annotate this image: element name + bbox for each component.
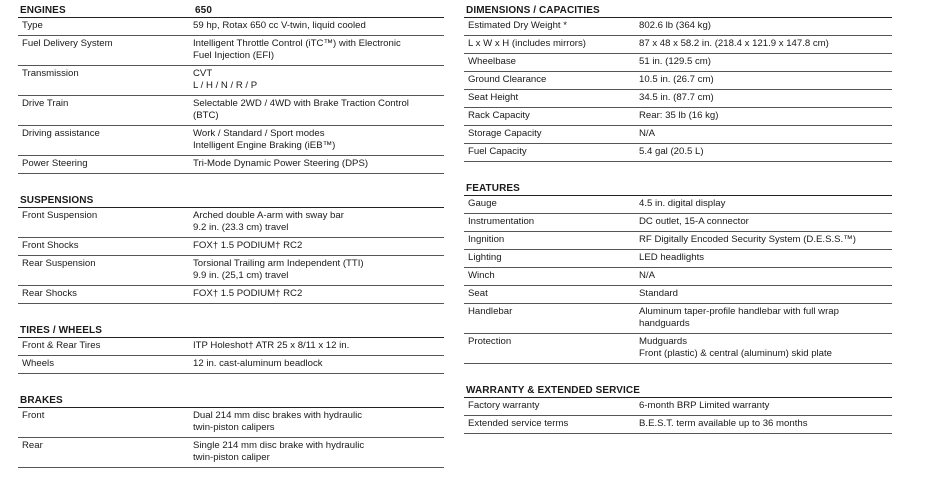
spec-row-factory-warranty xyxy=(464,398,892,416)
section-title: FEATURES xyxy=(466,183,520,194)
spec-row-seat xyxy=(464,286,892,304)
right-spec-column xyxy=(464,0,892,434)
spec-label: Rear Shocks xyxy=(22,288,77,299)
spec-value: DC outlet, 15-A connector xyxy=(639,216,749,227)
left-spec-column xyxy=(18,0,444,468)
section-spacer xyxy=(464,364,892,380)
spec-value: Work / Standard / Sport modes Intelligent Engine Braking (iEB™) xyxy=(193,128,336,151)
spec-value: Single 214 mm disc brake with hydraulic twin-piston caliper xyxy=(193,440,365,463)
spec-row-rear xyxy=(18,438,444,468)
spec-label: Factory warranty xyxy=(468,400,540,411)
spec-label: Transmission xyxy=(22,68,79,79)
spec-value: 4.5 in. digital display xyxy=(639,198,726,209)
spec-row-rear-shocks xyxy=(18,286,444,304)
spec-label: Rack Capacity xyxy=(468,110,530,121)
section-tires-wheels xyxy=(18,320,444,374)
spec-row-lighting xyxy=(464,250,892,268)
section-brakes xyxy=(18,390,444,468)
spec-label: Power Steering xyxy=(22,158,88,169)
spec-row-transmission xyxy=(18,66,444,96)
spec-row-storage-capacity xyxy=(464,126,892,144)
spec-value: Dual 214 mm disc brakes with hydraulic twin-piston calipers xyxy=(193,410,363,433)
spec-row-fuel-delivery-system xyxy=(18,36,444,66)
section-engines xyxy=(18,0,444,174)
spec-row-front-suspension xyxy=(18,208,444,238)
spec-label: Gauge xyxy=(468,198,497,209)
spec-value: Tri-Mode Dynamic Power Steering (DPS) xyxy=(193,158,369,169)
section-spacer xyxy=(18,174,444,190)
spec-label: Seat Height xyxy=(468,92,519,103)
spec-value: 12 in. cast-aluminum beadlock xyxy=(193,358,323,369)
section-title: SUSPENSIONS xyxy=(20,195,94,206)
spec-label: Type xyxy=(22,20,43,31)
spec-label: Storage Capacity xyxy=(468,128,542,139)
section-heading xyxy=(464,380,892,398)
spec-row-rear-suspension xyxy=(18,256,444,286)
spec-value: 34.5 in. (87.7 cm) xyxy=(639,92,714,103)
spec-value: B.E.S.T. term available up to 36 months xyxy=(639,418,808,429)
section-spacer xyxy=(18,374,444,390)
spec-row-instrumentation xyxy=(464,214,892,232)
spec-row-power-steering xyxy=(18,156,444,174)
spec-value: ITP Holeshot† ATR 25 x 8/11 x 12 in. xyxy=(193,340,350,351)
spec-value: Standard xyxy=(639,288,678,299)
section-title: BRAKES xyxy=(20,395,63,406)
section-heading xyxy=(18,190,444,208)
spec-label: Front & Rear Tires xyxy=(22,340,101,351)
spec-row-gauge xyxy=(464,196,892,214)
spec-row-wheels xyxy=(18,356,444,374)
spec-row-ground-clearance xyxy=(464,72,892,90)
section-heading xyxy=(18,0,444,18)
spec-value: CVT L / H / N / R / P xyxy=(193,68,258,91)
spec-label: Seat xyxy=(468,288,488,299)
spec-label: Ground Clearance xyxy=(468,74,547,85)
spec-row-front-rear-tires xyxy=(18,338,444,356)
spec-value: 5.4 gal (20.5 L) xyxy=(639,146,704,157)
spec-value: Arched double A-arm with sway bar 9.2 in. (23.3 cm) travel xyxy=(193,210,344,233)
spec-label: Rear Suspension xyxy=(22,258,96,269)
section-features xyxy=(464,178,892,364)
section-heading xyxy=(464,178,892,196)
spec-row-l-x-w-x-h-includes-mirrors xyxy=(464,36,892,54)
spec-label: Winch xyxy=(468,270,495,281)
spec-value: FOX† 1.5 PODIUM† RC2 xyxy=(193,240,303,251)
spec-row-extended-service-terms xyxy=(464,416,892,434)
spec-row-front-shocks xyxy=(18,238,444,256)
section-title: TIRES / WHEELS xyxy=(20,325,102,336)
spec-row-seat-height xyxy=(464,90,892,108)
section-suspensions xyxy=(18,190,444,304)
spec-label: Lighting xyxy=(468,252,502,263)
spec-value: Intelligent Throttle Control (iTC™) with Electronic Fuel Injection (EFI) xyxy=(193,38,401,61)
spec-row-drive-train xyxy=(18,96,444,126)
section-title: DIMENSIONS / CAPACITIES xyxy=(466,5,600,16)
section-warranty-extended-service xyxy=(464,380,892,434)
spec-row-driving-assistance xyxy=(18,126,444,156)
spec-value: 59 hp, Rotax 650 cc V-twin, liquid cooled xyxy=(193,20,366,31)
spec-value: LED headlights xyxy=(639,252,705,263)
section-dimensions-capacities xyxy=(464,0,892,162)
spec-row-estimated-dry-weight xyxy=(464,18,892,36)
spec-value: 87 x 48 x 58.2 in. (218.4 x 121.9 x 147.8 cm) xyxy=(639,38,829,49)
spec-value: N/A xyxy=(639,128,655,139)
section-heading xyxy=(18,390,444,408)
spec-label: Fuel Capacity xyxy=(468,146,527,157)
spec-label: Front Suspension xyxy=(22,210,98,221)
spec-label: Drive Train xyxy=(22,98,69,109)
spec-value: FOX† 1.5 PODIUM† RC2 xyxy=(193,288,303,299)
spec-label: Wheelbase xyxy=(468,56,516,67)
spec-label: Estimated Dry Weight * xyxy=(468,20,567,31)
spec-label: Fuel Delivery System xyxy=(22,38,113,49)
spec-value: N/A xyxy=(639,270,655,281)
spec-value: Torsional Trailing arm Independent (TTI) 9.9 in. (25,1 cm) travel xyxy=(193,258,364,281)
spec-label: Front xyxy=(22,410,45,421)
spec-label: Ingnition xyxy=(468,234,505,245)
section-heading xyxy=(18,320,444,338)
spec-label: L x W x H (includes mirrors) xyxy=(468,38,586,49)
spec-value: 10.5 in. (26.7 cm) xyxy=(639,74,714,85)
spec-value: Selectable 2WD / 4WD with Brake Traction Control (BTC) xyxy=(193,98,409,121)
spec-value: 802.6 lb (364 kg) xyxy=(639,20,711,31)
spec-row-wheelbase xyxy=(464,54,892,72)
spec-row-type xyxy=(18,18,444,36)
spec-value: Aluminum taper-profile handlebar with full wrap handguards xyxy=(639,306,839,329)
section-spacer xyxy=(18,304,444,320)
section-model: 650 xyxy=(195,5,212,16)
spec-label: Driving assistance xyxy=(22,128,100,139)
spec-row-front xyxy=(18,408,444,438)
spec-label: Wheels xyxy=(22,358,54,369)
spec-label: Front Shocks xyxy=(22,240,79,251)
spec-label: Rear xyxy=(22,440,43,451)
spec-value: 51 in. (129.5 cm) xyxy=(639,56,711,67)
spec-row-fuel-capacity xyxy=(464,144,892,162)
spec-row-winch xyxy=(464,268,892,286)
section-heading xyxy=(464,0,892,18)
spec-label: Extended service terms xyxy=(468,418,569,429)
spec-row-rack-capacity xyxy=(464,108,892,126)
spec-value: 6-month BRP Limited warranty xyxy=(639,400,770,411)
spec-row-protection xyxy=(464,334,892,364)
spec-label: Instrumentation xyxy=(468,216,535,227)
section-title: WARRANTY & EXTENDED SERVICE xyxy=(466,385,641,396)
spec-value: RF Digitally Encoded Security System (D.E.S.S.™) xyxy=(639,234,856,245)
spec-row-handlebar xyxy=(464,304,892,334)
spec-value: Rear: 35 lb (16 kg) xyxy=(639,110,719,121)
section-title: ENGINES xyxy=(20,5,66,16)
section-spacer xyxy=(464,162,892,178)
spec-label: Handlebar xyxy=(468,306,513,317)
spec-value: Mudguards Front (plastic) & central (aluminum) skid plate xyxy=(639,336,833,359)
spec-row-ingnition xyxy=(464,232,892,250)
spec-label: Protection xyxy=(468,336,512,347)
